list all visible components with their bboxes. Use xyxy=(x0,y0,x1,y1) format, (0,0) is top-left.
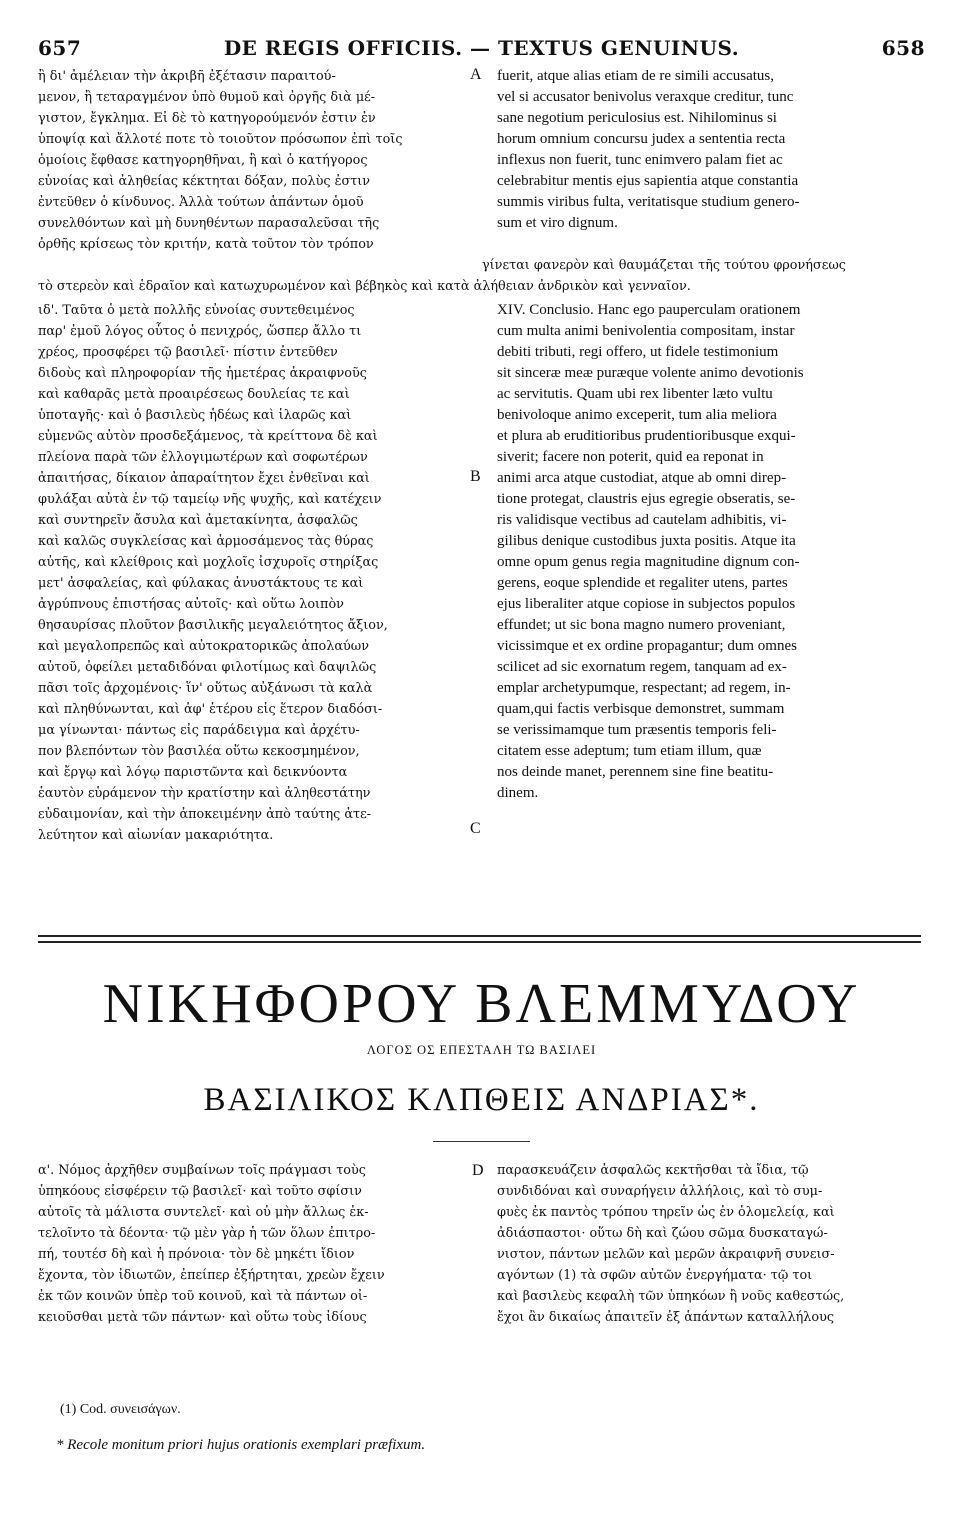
margin-letter-c: C xyxy=(470,820,481,837)
greek-column-right-lower: παρασκευάζειν ἀσφαλῶς κεκτῆσθαι τὰ ἴδια, τῷ συνδιδόναι καὶ συναρήγειν ἀλλήλοις, καὶ τὸ συμ- φυὲς ἐκ παντὸς τρόπου τηρεῖν ὡς ἐν ὁλομελείᾳ, καὶ ἀδιάσπαστοι· οὕτω δὴ καὶ ζώου σῶμα δυσκαταγώ- νιστον, πάντων μελῶν καὶ μερῶν ἀκραιφνῆ συνεισ- αγόντων (1) τὰ σφῶν αὐτῶν ἐνεργήματα· τῷ τοι καὶ βασιλεὺς κεφαλὴ τῶν ὑπηκόων ἢ νοῦς καθεστώς, ἔχοι ἂν δικαίως ἀπαιτεῖν ἐξ ἁπάντων καταλλήλους xyxy=(497,1163,845,1325)
bridging-line-2: τὸ στερεὸν καὶ ἑδραῖον καὶ κατωχυρωμένον καὶ βέβηκὸς καὶ κατὰ ἀλήθειαν ἀνδρικὸν καὶ γενναῖον. xyxy=(38,279,691,294)
latin-column-section-14: XIV. Conclusio. Hanc ego pauperculam orationem cum multa animi benivolentia compositam, instar debiti tributi, regi offero, ut fidele testimonium sit sinceræ meæ puræque volente animo devotionis ac servitutis. Quam ubi rex libenter læto vultu benivoloque animo exceperit, tum alia meliora et plura ab eruditioribus prudentioribusque exqui- siverit; facere non poterit, quid ea reponat in animi arca atque custodiat, atque ab omni direp- tione protegat, claustris ejus egregie obseratis, se- ris validisque vectibus ad cautelam adhibitis, vi- gilibus denique custodibus juxta positis. Atque ita omne opum genus regia magnitudine dignum con- gerens, eoque splendide et regaliter utens, partes ejus liberaliter atque copiose in subjectos populos effundet; ut sic bona magno numero proveniant, vicissimque et ex ordine propagantur; dum omnes scilicet ad sic exornatum regem, tanquam ad ex- emplar archetypumque, respectant; ad regem, in- quam,qui factis verbisque demonstret, summam se verissimamque tum præsentis temporis feli- citatem esse adeptum; tum etiam illum, quæ nos deinde manet, perennem sine fine beatitu- dinem. xyxy=(497,302,804,801)
title-underline xyxy=(433,1141,530,1142)
oration-subtitle: ΛΟΓΟΣ ΟΣ ΕΠΕΣΤΑΛΗ ΤΩ ΒΑΣΙΛΕΙ xyxy=(366,1043,597,1057)
section-rule-top xyxy=(38,935,921,937)
margin-letter-b: B xyxy=(470,468,481,485)
section-rule-bottom xyxy=(38,941,921,943)
margin-letter-d: D xyxy=(472,1162,484,1179)
running-title: DE REGIS OFFICIIS. — TEXTUS GENUINUS. xyxy=(223,36,740,60)
margin-letter-a: A xyxy=(470,66,482,83)
page-number-right: 658 xyxy=(881,36,925,60)
footnote-1: (1) Cod. συνεισάγων. xyxy=(60,1402,181,1417)
greek-column-left-lower: α'. Νόμος ἀρχῆθεν συμβαίνων τοῖς πράγμασι τοὺς ὑπηκόους εἰσφέρειν τῷ βασιλεῖ· καὶ τοῦτο σφίσιν αὐτοῖς τὰ μάλιστα συντελεῖ· καὶ οὐ μὴν ἄλλως ἐκ- τελοῖντο τὰ δέοντα· τῷ μὲν γὰρ ἡ τῶν ὅλων ἐπιτρο- πή, τουτέσ δὴ καὶ ἡ πρόνοια· τὸν δὲ μηκέτι ἴδιον ἔχοντα, τὸν ἰδιωτῶν, ἐπείπερ ἐξήρτηται, χρεὼν ἔχειν ἐκ τῶν κοινῶν ὑπὲρ τοῦ κοινοῦ, καὶ τὰ πάντων οἰ- κειοῦσθαι μετὰ τῶν πάντων· καὶ οὕτω τοὺς ἰδίους xyxy=(38,1163,385,1325)
footnote-star: * Recole monitum priori hujus orationis exemplari præfixum. xyxy=(56,1437,426,1453)
bridging-line-1: γίνεται φανερὸν καὶ θαυμάζεται τῆς τούτου φρονήσεως xyxy=(482,258,846,273)
latin-column-upper: fuerit, atque alias etiam de re simili accusatus, vel si accusator benivolus veraxque creditur, tunc sane negotium periculosius est. Nihilominus si horum omnium concursu judex a sententia recta inflexus non fuerit, tunc enimvero palam fiet ac celebrabitur mentis ejus sapientia atque constantia summis viribus fulta, veritatisque studium genero- sum et viro dignum. xyxy=(497,68,800,231)
greek-column-upper: ἢ δι' ἀμέλειαν τὴν ἀκριβῆ ἐξέτασιν παραιτού- μενον, ἢ τεταραγμένον ὑπὸ θυμοῦ καὶ ὀργῆς διὰ μέ- γιστον, ἔγκλημα. Εἰ δὲ τὸ κατηγορούμενόν ἐστιν ἐν ὑποψίᾳ καὶ ἄλλοτέ ποτε τὸ τοιοῦτον πρόσωπον ἐπὶ τοῖς ὁμοίοις ἔφθασε κατηγορηθῆναι, ἢ καὶ ὁ κατήγορος εὐνοίας καὶ ἀληθείας κέκτηται δόξαν, πολὺς ἐστιν ἐντεῦθεν ὁ κίνδυνος. Ἀλλὰ τούτων ἁπάντων ὁμοῦ συνελθόντων καὶ μὴ δυνηθέντων παρασαλεῦσαι τῆς ὀρθῆς κρίσεως τὸν κριτήν, κατὰ τοῦτον τὸν τρόπον xyxy=(38,69,403,252)
running-header xyxy=(38,36,925,60)
greek-column-section-14: ιδ'. Ταῦτα ὁ μετὰ πολλῆς εὐνοίας συντεθειμένος παρ' ἐμοῦ λόγος οὗτος ὁ πενιχρός, ὥσπερ ἄλλο τι χρέος, προσφέρει τῷ βασιλεῖ· πίστιν ἐντεῦθεν διδοὺς καὶ πληροφορίαν τῆς ἡμετέρας ἀκραιφνοῦς καὶ καθαρᾶς μετὰ προαιρέσεως δουλείας τε καὶ ὑποταγῆς· καὶ ὁ βασιλεὺς ἡδέως καὶ ἱλαρῶς καὶ εὐμενῶς αὐτὸν προσδεξάμενος, τὰ κρείττονα δὲ καὶ πλείονα παρὰ τῶν ἐλλογιμωτέρων καὶ σοφωτέρων ἀπαιτήσας, δίκαιον ἀπαραίτητον ἔχει ἐνθεῖναι καὶ φυλάξαι αὐτὰ ἐν τῷ ταμείῳ νῆς ψυχῆς, καὶ κατέχειν καὶ συντηρεῖν ἄσυλα καὶ ἀμετακίνητα, ἀσφαλῶς καὶ καλῶς συγκλείσας καὶ ἁρμοσάμενος τὰς θύρας αὐτῆς, καὶ κλείθροις καὶ μοχλοῖς ἰσχυροῖς στηρίξας μετ' ἀσφαλείας, καὶ φύλακας ἀνυστάκτους τε καὶ ἀγρύπνους ἐπιστήσας αὐτοῖς· καὶ οὕτω λοιπὸν θησαυρίσας πλοῦτον βασιλικῆς μεγαλειότητος ἄξιον, καὶ μεγαλοπρεπῶς καὶ αὐτοκρατορικῶς ἀπολαύων αὐτοῦ, ὀφείλει μεταδιδόναι φιλοτίμως καὶ δαψιλῶς πᾶσι τοῖς ἀρχομένοις· ἵν' οὕτως αὐξάνωσι τὰ καλὰ καὶ πληθύνωνται, καὶ ἀφ' ἑτέρου εἰς ἕτερον διαδόσι- μα γίνωνται· πάντως εἰς παράδειγμα καὶ ἀρχέτυ- πον βλεπόντων τὸν βασιλέα οὕτω κεκοσμημένον, καὶ ἔργῳ καὶ λόγῳ παριστῶντα καὶ δεικνύοντα ἑαυτὸν εὑράμενον τὴν κρατίστην καὶ ἀληθεστάτην εὐδαιμονίαν, καὶ τὴν ἀποκειμένην ἀπὸ ταύτης ἀτε- λεύτητον καὶ αἰωνίαν μακαριότητα. xyxy=(38,303,388,843)
author-title: ΝΙΚΗΦΟΡΟΥ ΒΛΕΜΜΥΔΟΥ xyxy=(102,973,861,1035)
work-title: ΒΑΣΙΛΙΚΟΣ ΚΛΠΘΕΙΣ ΑΝΔΡΙΑΣ*. xyxy=(203,1082,760,1118)
page-number-left: 657 xyxy=(38,36,82,60)
